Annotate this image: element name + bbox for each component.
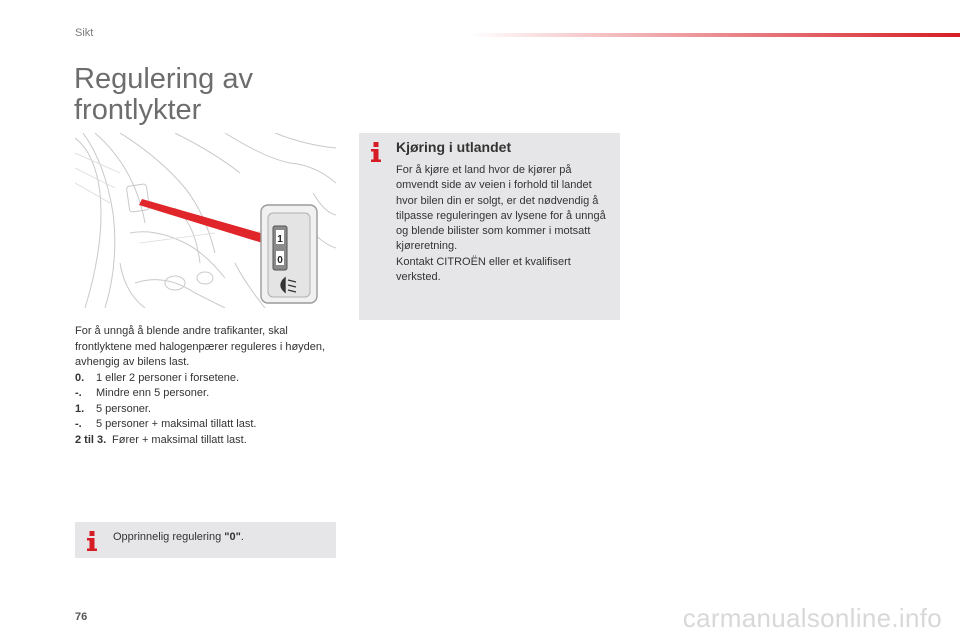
info-icon	[369, 142, 383, 162]
page-title-line-2: frontlykter	[74, 94, 202, 126]
info-paragraph: For å kjøre et land hvor de kjører på omvendt side av veien i forhold til landet hvor bilen din er solgt, er det nødvendig å tilpasse reguleringen av lysene for å unngå og blende bilister som kommer i motsatt kjøreretning.	[396, 164, 606, 253]
section-label: Sikt	[75, 27, 94, 39]
dial-digit-bottom: 0	[277, 255, 283, 266]
info-icon	[85, 531, 99, 551]
note-prefix: Opprinnelig regulering	[113, 531, 225, 543]
info-contact: Kontakt CITROËN eller et kvalifisert verksted.	[396, 255, 571, 284]
list-item	[75, 402, 337, 418]
info-text	[396, 163, 616, 285]
page-number: 76	[75, 611, 88, 623]
list-item-text: 1 eller 2 personer i forsetene.	[96, 371, 240, 384]
default-setting-note	[75, 522, 336, 558]
driving-abroad-box	[359, 133, 620, 320]
load-settings-list	[75, 371, 337, 449]
dial-digit-top: 1	[277, 234, 283, 245]
list-item-key: -.	[75, 387, 82, 399]
list-item	[75, 417, 337, 433]
list-item	[75, 386, 337, 402]
page-title-line-1: Regulering av	[74, 63, 253, 95]
pointer-arrow	[139, 199, 271, 245]
list-item-key: 0.	[75, 371, 85, 384]
list-item-key: 1.	[75, 402, 85, 415]
list-item-text: Mindre enn 5 personer.	[96, 387, 210, 399]
page-title	[74, 64, 253, 126]
instructions-text	[75, 324, 337, 448]
list-item-text: 5 personer.	[96, 402, 152, 415]
list-item-text: Fører + maksimal tillatt last.	[112, 433, 247, 446]
intro-paragraph: For å unngå å blende andre trafikanter, skal frontlyktene med halogenpærer reguleres i høyden, avhengig av bilens last.	[75, 325, 326, 368]
list-item	[75, 371, 337, 387]
default-setting-text	[113, 531, 244, 543]
list-item	[75, 433, 337, 449]
note-suffix: .	[240, 531, 244, 543]
note-value: "0"	[224, 531, 241, 543]
list-item-key: -.	[75, 418, 82, 430]
list-item-text: 5 personer + maksimal tillatt last.	[96, 418, 257, 430]
dashboard-line-drawing	[75, 133, 336, 308]
watermark: carmanualsonline.info	[682, 603, 942, 633]
headlamp-adjuster-illustration	[75, 133, 336, 308]
header-rule	[470, 33, 960, 37]
info-heading: Kjøring i utlandet	[396, 139, 512, 155]
list-item-key: 2 til 3.	[75, 433, 107, 446]
